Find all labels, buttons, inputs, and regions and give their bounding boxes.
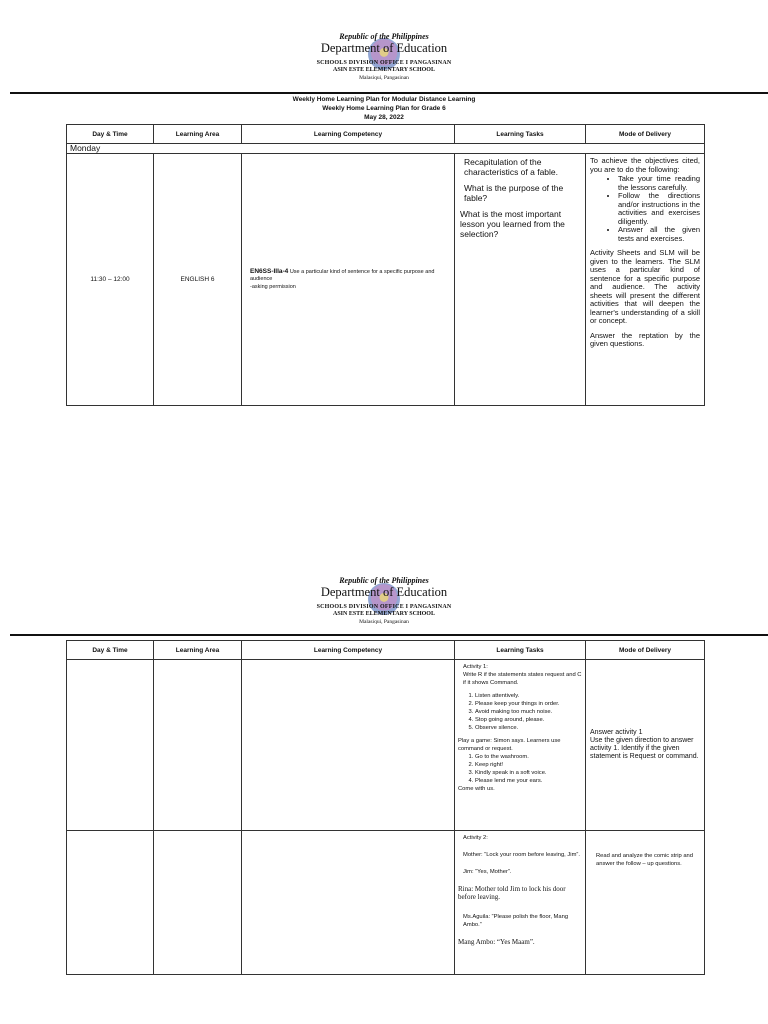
division-name: SCHOOLS DIVISION OFFICE I PANGASINAN bbox=[316, 604, 452, 610]
mode-cell bbox=[586, 154, 705, 406]
school-location: Malasiqui, Pangasinan bbox=[359, 75, 409, 81]
department-name: Department of Education bbox=[320, 585, 448, 599]
game-end: Come with us. bbox=[458, 786, 495, 792]
learning-plan-table bbox=[66, 124, 705, 406]
mode-paragraph: Activity Sheets and SLM will be given to the learners. The SLM uses a particular kind of sentence for a specific purpose and audience. The activity sheets will present the different activities that will deepen the learner's understanding of a skill or concept. bbox=[590, 248, 700, 325]
col-learning-tasks: Learning Tasks bbox=[455, 641, 586, 660]
col-learning-competency: Learning Competency bbox=[242, 125, 455, 144]
list-item: 1. Listen attentively. bbox=[475, 692, 582, 700]
competency-code: EN6SS-IIIa-4 bbox=[250, 267, 289, 275]
mode-intro: To achieve the objectives cited, you are to do the following: bbox=[590, 156, 700, 174]
activity1-instructions: Write R if the statements states request and C if it shows Command. bbox=[463, 672, 582, 686]
list-item: • Take your time reading the lessons carefully. bbox=[618, 175, 700, 192]
table-row bbox=[67, 831, 705, 975]
mode-paragraph: Answer the reptation by the given questions. bbox=[590, 330, 700, 348]
empty-cell bbox=[242, 660, 455, 831]
dialog-line: Ms.Aguila: “Please polish the floor, Mang Ambo.” bbox=[463, 914, 569, 928]
dialog-line: Mother: “Lock your room before leaving, Jim”. bbox=[463, 852, 580, 858]
list-item: 3. Kindly speak in a soft voice. bbox=[475, 769, 582, 777]
mode-list bbox=[590, 175, 700, 243]
plan-date: May 28, 2022 bbox=[364, 114, 404, 121]
mode-title: Answer activity 1 bbox=[590, 729, 643, 736]
plan-subtitle: Weekly Home Learning Plan for Grade 6 bbox=[322, 105, 446, 112]
empty-cell bbox=[154, 831, 242, 975]
empty-cell bbox=[67, 831, 154, 975]
mode-text: Use the given direction to answer activity 1. Identify if the given statement is Request or command. bbox=[590, 737, 699, 760]
school-name: ASIN ESTE ELEMENTARY SCHOOL bbox=[333, 611, 435, 617]
list-item: 2. Please keep your things in order. bbox=[475, 700, 582, 708]
task-item: Recapitulation of the characteristics of a fable. bbox=[464, 157, 559, 177]
list-item: • Answer all the given tests and exercises. bbox=[618, 226, 700, 243]
dialog-line: Jim: “Yes, Mother”. bbox=[463, 869, 512, 875]
col-mode-of-delivery: Mode of Delivery bbox=[586, 125, 705, 144]
col-learning-area: Learning Area bbox=[154, 641, 242, 660]
learning-plan-table-page-2 bbox=[66, 640, 705, 975]
list-item: 5. Observe silence. bbox=[475, 724, 582, 732]
dialog-line: Rina: Mother told Jim to lock his door before leaving. bbox=[458, 885, 566, 901]
col-learning-competency: Learning Competency bbox=[242, 641, 455, 660]
list-item: 4. Please lend me your ears. bbox=[475, 777, 582, 785]
table-header-row bbox=[67, 125, 705, 144]
republic-line: Republic of the Philippines bbox=[339, 576, 429, 585]
mode-cell bbox=[586, 660, 705, 831]
col-day-time: Day & Time bbox=[67, 125, 154, 144]
col-learning-area: Learning Area bbox=[154, 125, 242, 144]
list-item: • Follow the directions and/or instructions in the activities and exercises diligently. bbox=[618, 192, 700, 226]
tasks-cell bbox=[455, 660, 586, 831]
tasks-cell bbox=[455, 154, 586, 406]
department-name: Department of Education bbox=[320, 41, 448, 55]
tasks-cell bbox=[455, 831, 586, 975]
header-divider bbox=[10, 634, 768, 636]
table-row bbox=[67, 660, 705, 831]
game-intro: Play a game: Simon says. Learners use command or request. bbox=[458, 738, 561, 752]
list-item: 4. Stop going around, please. bbox=[475, 716, 582, 724]
game-list bbox=[463, 753, 582, 785]
day-row bbox=[67, 144, 705, 154]
col-mode-of-delivery: Mode of Delivery bbox=[586, 641, 705, 660]
school-location: Malasiqui, Pangasinan bbox=[359, 619, 409, 625]
task-item: What is the purpose of the fable? bbox=[464, 183, 564, 203]
empty-cell bbox=[154, 660, 242, 831]
list-item: 1. Go to the washroom. bbox=[475, 753, 582, 761]
col-day-time: Day & Time bbox=[67, 641, 154, 660]
day-label: Monday bbox=[67, 144, 705, 154]
school-name: ASIN ESTE ELEMENTARY SCHOOL bbox=[333, 67, 435, 73]
competency-sub: -asking permission bbox=[250, 283, 296, 290]
list-item: 2. Keep right! bbox=[475, 761, 582, 769]
table-row bbox=[67, 154, 705, 406]
mode-cell: Read and analyze the comic strip and answer the follow – up questions. bbox=[586, 831, 705, 975]
list-item: 3. Avoid making too much noise. bbox=[475, 708, 582, 716]
empty-cell bbox=[242, 831, 455, 975]
competency-text: Use a particular kind of sentence for a specific purpose and audience bbox=[250, 268, 435, 283]
task-item: What is the most important lesson you learned from the selection? bbox=[460, 209, 565, 239]
area-cell: ENGLISH 6 bbox=[154, 154, 242, 406]
dialog-line: Mang Ambo: “Yes Maam”. bbox=[458, 938, 535, 946]
table-header-row bbox=[67, 641, 705, 660]
activity2-title: Activity 2: bbox=[463, 835, 488, 841]
activity1-title: Activity 1: bbox=[463, 664, 488, 670]
competency-cell bbox=[242, 154, 455, 406]
header-divider bbox=[10, 92, 768, 94]
empty-cell bbox=[67, 660, 154, 831]
time-cell: 11:30 – 12:00 bbox=[67, 154, 154, 406]
activity1-list bbox=[463, 692, 582, 732]
division-name: SCHOOLS DIVISION OFFICE I PANGASINAN bbox=[316, 60, 452, 66]
plan-title: Weekly Home Learning Plan for Modular Distance Learning bbox=[292, 96, 476, 103]
col-learning-tasks: Learning Tasks bbox=[455, 125, 586, 144]
republic-line: Republic of the Philippines bbox=[339, 32, 429, 41]
